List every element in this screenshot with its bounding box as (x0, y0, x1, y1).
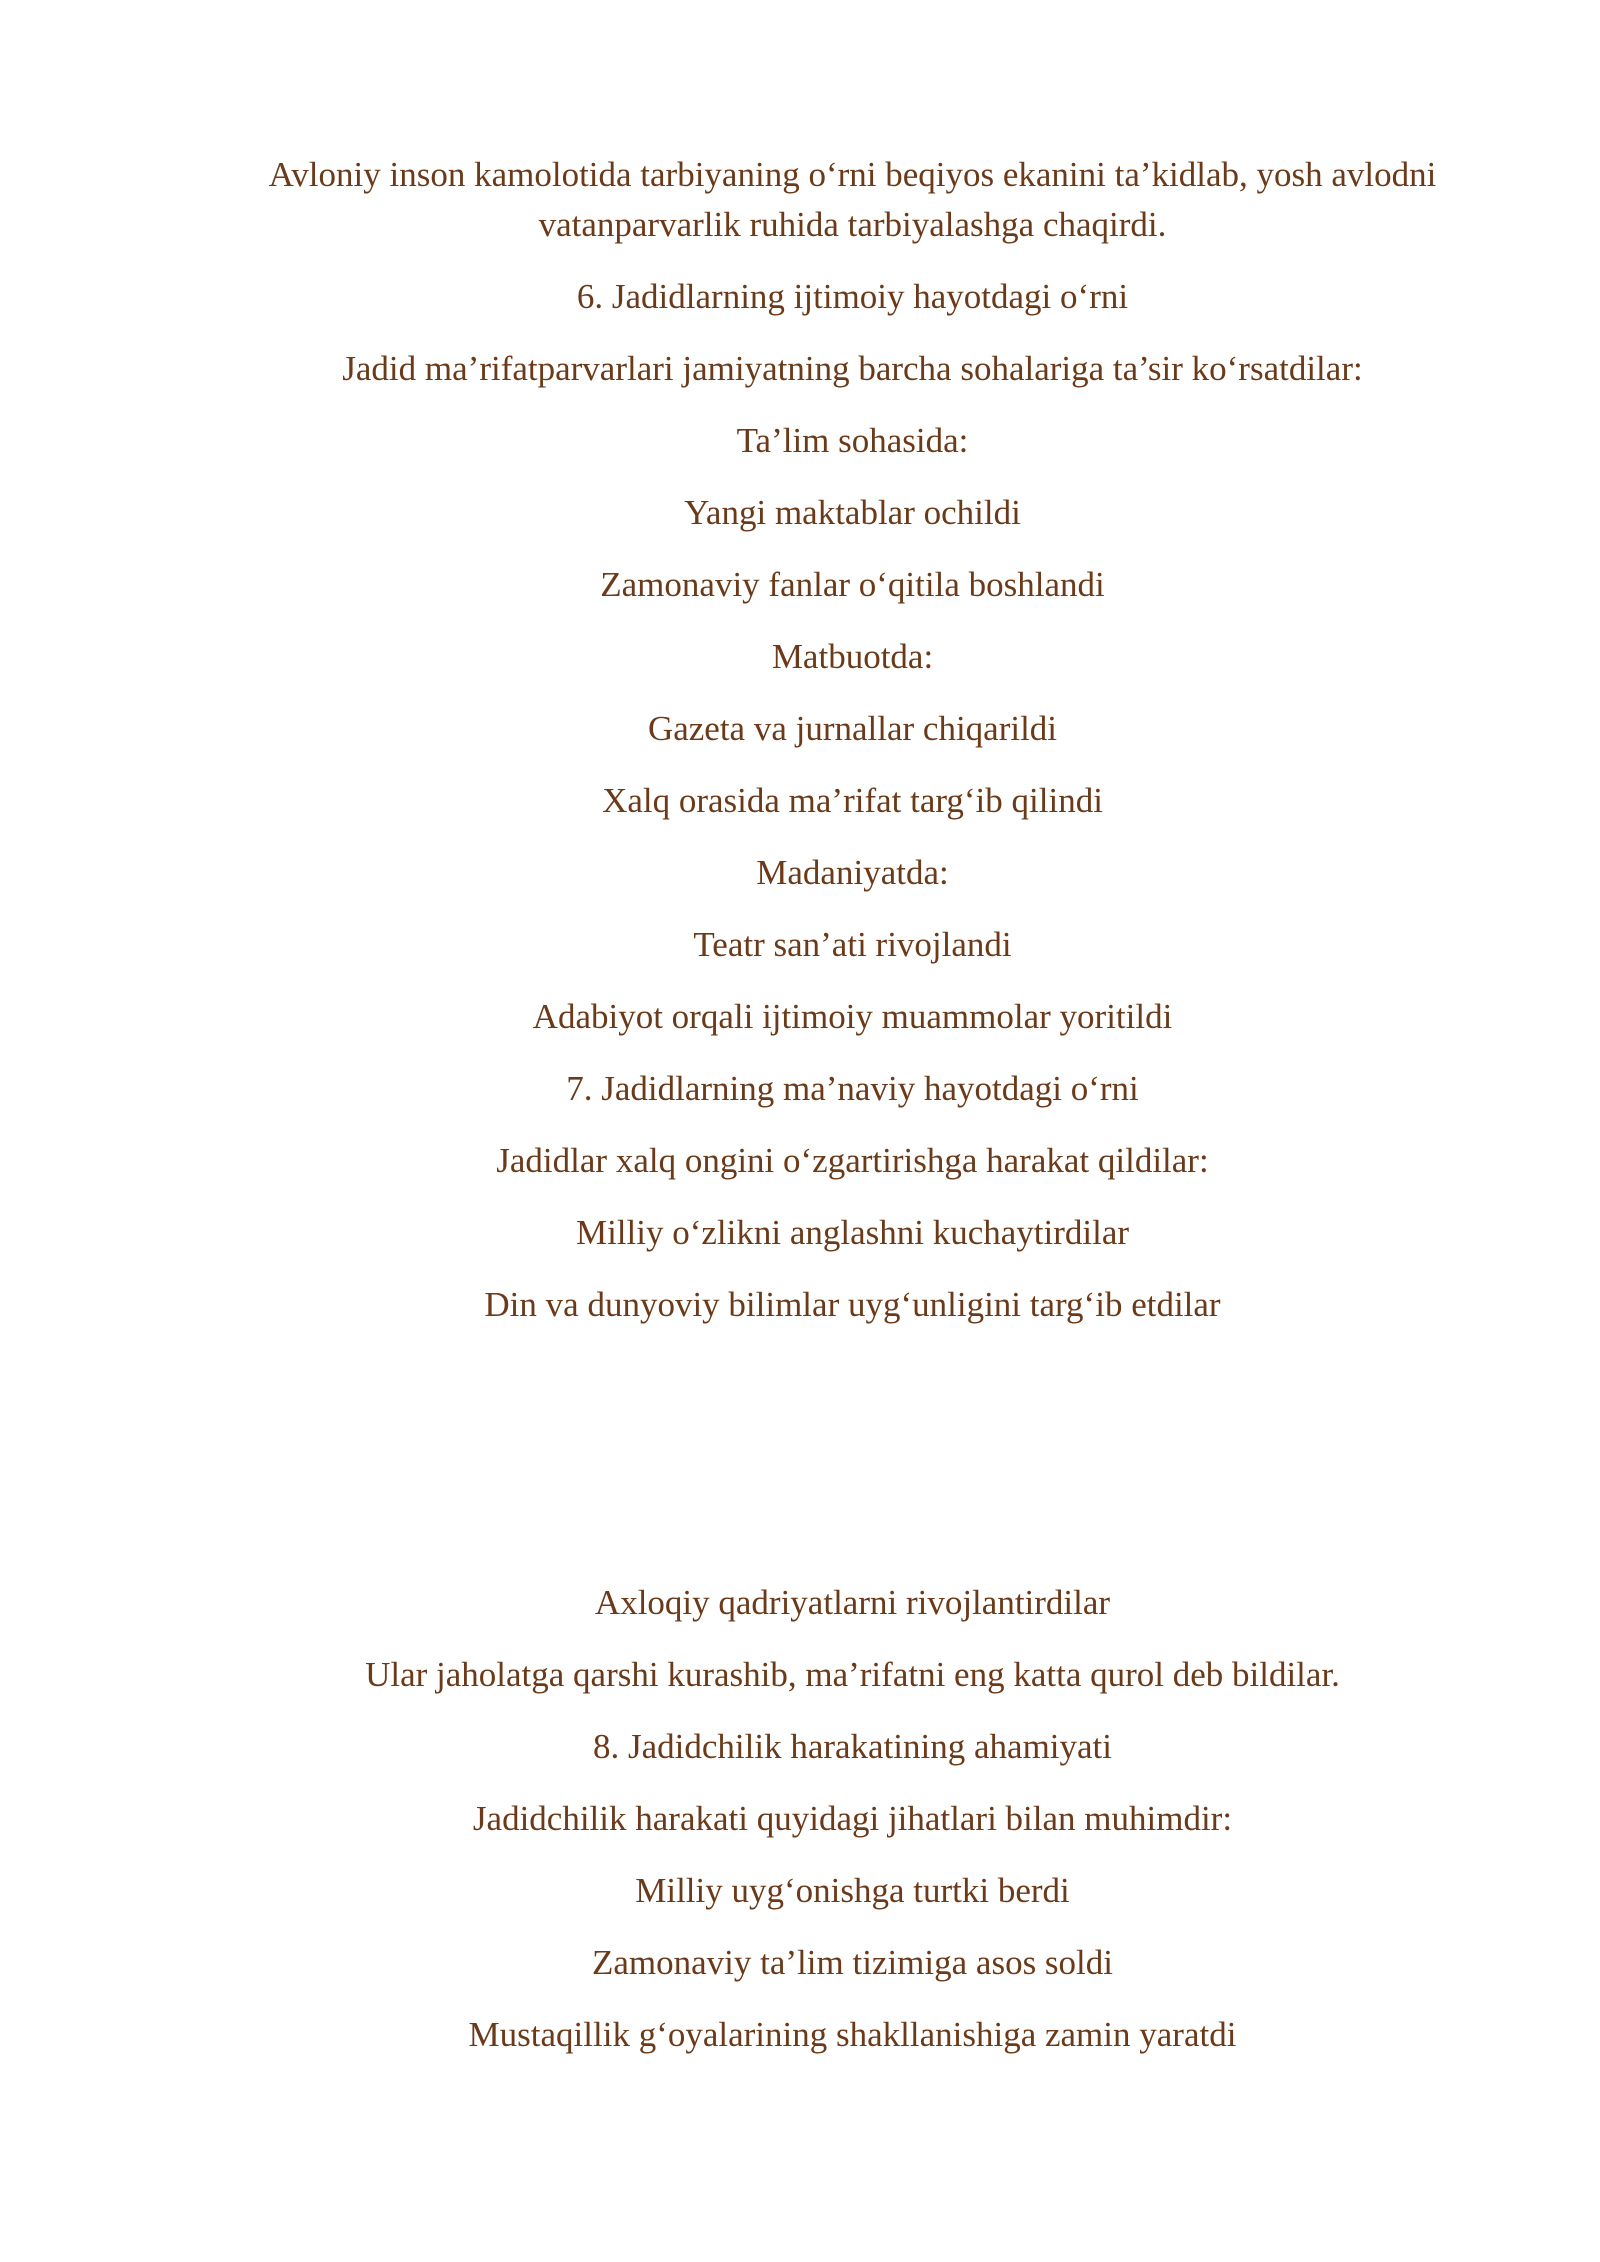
intro-paragraph: Avloniy inson kamolotida tarbiyaning o‘rni beqiyos ekanini ta’kidlab, yosh avlodni vatanparvarlik ruhida tarbiyalashga chaqirdi. (268, 155, 1437, 244)
text-line: Adabiyot orqali ijtimoiy muammolar yoritildi (532, 997, 1173, 1036)
text-line: Matbuotda: (771, 637, 934, 676)
text-line: Teatr san’ati rivojlandi (693, 925, 1012, 964)
text-line: Yangi maktablar ochildi (684, 493, 1021, 532)
section-heading-8: 8. Jadidchilik harakatining ahamiyati (592, 1727, 1113, 1766)
text-line: Gazeta va jurnallar chiqarildi (647, 709, 1058, 748)
text-line: Zamonaviy fanlar o‘qitila boshlandi (600, 565, 1105, 604)
text-line: Axloqiy qadriyatlarni rivojlantirdilar (594, 1583, 1111, 1622)
text-line: Milliy uyg‘onishga turtki berdi (635, 1871, 1070, 1910)
text-line: Din va dunyoviy bilimlar uyg‘unligini targ‘ib etdilar (484, 1285, 1221, 1324)
text-line: Mustaqillik g‘oyalarining shakllanishiga zamin yaratdi (468, 2015, 1237, 2054)
text-line: Zamonaviy ta’lim tizimiga asos soldi (591, 1943, 1114, 1982)
text-line: Jadidlar xalq ongini o‘zgartirishga harakat qildilar: (496, 1141, 1209, 1180)
text-line: Ta’lim sohasida: (736, 421, 969, 460)
text-line: Madaniyatda: (756, 853, 949, 892)
text-line: Jadid ma’rifatparvarlari jamiyatning barcha sohalariga ta’sir ko‘rsatdilar: (342, 349, 1363, 388)
section-heading-7: 7. Jadidlarning ma’naviy hayotdagi o‘rni (566, 1069, 1139, 1108)
text-block-top (220, 150, 1485, 1352)
text-block-bottom (220, 1578, 1485, 2082)
text-line: Xalq orasida ma’rifat targ‘ib qilindi (602, 781, 1103, 820)
text-line: Jadidchilik harakati quyidagi jihatlari bilan muhimdir: (472, 1799, 1233, 1838)
text-line: Ular jaholatga qarshi kurashib, ma’rifatni eng katta qurol deb bildilar. (365, 1655, 1340, 1694)
section-heading-6: 6. Jadidlarning ijtimoiy hayotdagi o‘rni (576, 277, 1129, 316)
text-line: Milliy o‘zlikni anglashni kuchaytirdilar (575, 1213, 1130, 1252)
